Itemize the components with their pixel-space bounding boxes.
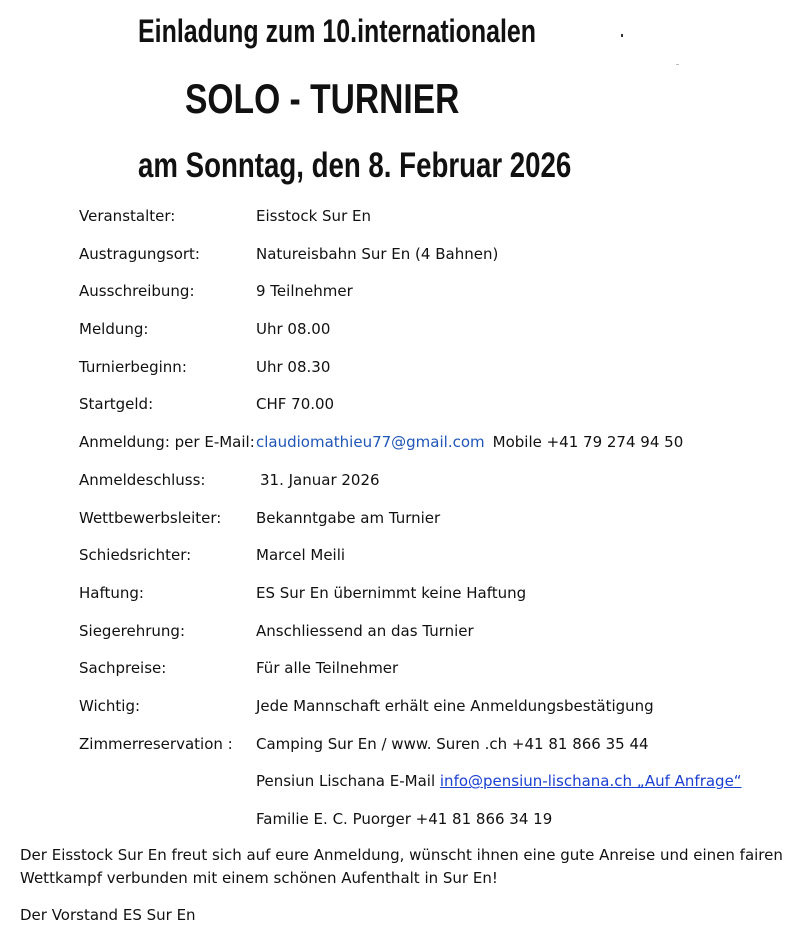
detail-value [256,432,683,452]
detail-value: Marcel Meili [256,546,346,565]
detail-row-ausschreibung [79,281,779,319]
detail-value: ES Sur En übernimmt keine Haftung [256,583,527,602]
detail-row-anmeldeschluss [79,470,779,508]
detail-label: Zimmerreservation : [79,734,233,753]
detail-value: Camping Sur En / www. Suren .ch +41 81 866 35 44 [256,734,649,753]
detail-row-schiedsrichter [79,545,779,583]
detail-label: Anmeldeschluss: [79,470,206,489]
detail-label: Startgeld: [79,395,154,414]
detail-value: Eisstock Sur En [256,207,371,225]
lodging-email-link[interactable]: info@pensiun-lischana.ch „Auf Anfrage“ [439,772,742,791]
detail-row-haftung [79,583,779,621]
detail-row-austragungsort [79,244,779,282]
detail-row-veranstalter [79,206,779,244]
stray-mark [621,34,623,37]
detail-label: Veranstalter: [79,207,176,225]
title-line-invitation: Einladung zum 10.internationalen [138,13,537,49]
detail-row-turnierbeginn [79,357,779,395]
detail-row-anmeldung [79,432,779,470]
registration-email-link[interactable]: claudiomathieu77@gmail.com [256,433,485,452]
detail-value: Bekanntgabe am Turnier [256,508,441,527]
detail-label: Wichtig: [79,696,141,715]
detail-row-zimmerreservation-3 [79,809,779,847]
detail-value: Natureisbahn Sur En (4 Bahnen) [256,244,499,263]
detail-label: Wettbewerbsleiter: [79,508,222,527]
detail-label: Turnierbeginn: [79,357,187,376]
stray-mark-faint [676,64,679,65]
detail-value: Uhr 08.00 [256,320,331,339]
detail-value: Uhr 08.30 [256,357,331,376]
lodging-name: Pensiun Lischana E-Mail [256,772,440,791]
detail-label: Haftung: [79,583,144,602]
detail-value: Familie E. C. Puorger +41 81 866 34 19 [256,810,553,828]
detail-label: Meldung: [79,320,149,339]
detail-label: Sachpreise: [79,659,167,678]
detail-row-wettbewerbsleiter [79,508,779,546]
title-line-tournament: SOLO - TURNIER [185,75,460,122]
detail-value [256,771,742,791]
closing-message: Der Eisstock Sur En freut sich auf eure Anmeldung, wünscht ihnen eine gute Anreise und einen fairen Wettkampf verbunden mit einem schönen Aufenthalt in Sur En! [20,846,783,887]
detail-row-zimmerreservation-2 [79,771,779,809]
detail-label: Schiedsrichter: [79,546,192,565]
detail-row-wichtig [79,696,779,734]
tournament-details [79,206,779,847]
detail-value: Anschliessend an das Turnier [256,621,474,640]
detail-label: Austragungsort: [79,244,200,263]
detail-value: CHF 70.00 [256,395,335,414]
detail-value: Für alle Teilnehmer [256,659,399,678]
detail-label: Anmeldung: per E-Mail: [79,433,255,452]
signature: Der Vorstand ES Sur En [20,906,196,924]
detail-row-siegerehrung [79,621,779,659]
detail-row-zimmerreservation [79,734,779,772]
detail-label: Ausschreibung: [79,282,195,301]
detail-row-meldung [79,319,779,357]
title-line-date: am Sonntag, den 8. Februar 2026 [138,146,572,185]
detail-value: 31. Januar 2026 [260,470,380,489]
detail-row-startgeld [79,394,779,432]
detail-label: Siegerehrung: [79,621,185,640]
detail-row-sachpreise [79,658,779,696]
detail-value: 9 Teilnehmer [256,282,353,301]
detail-value: Jede Mannschaft erhält eine Anmeldungsbestätigung [256,696,654,715]
mobile-number: Mobile +41 79 274 94 50 [492,433,684,452]
